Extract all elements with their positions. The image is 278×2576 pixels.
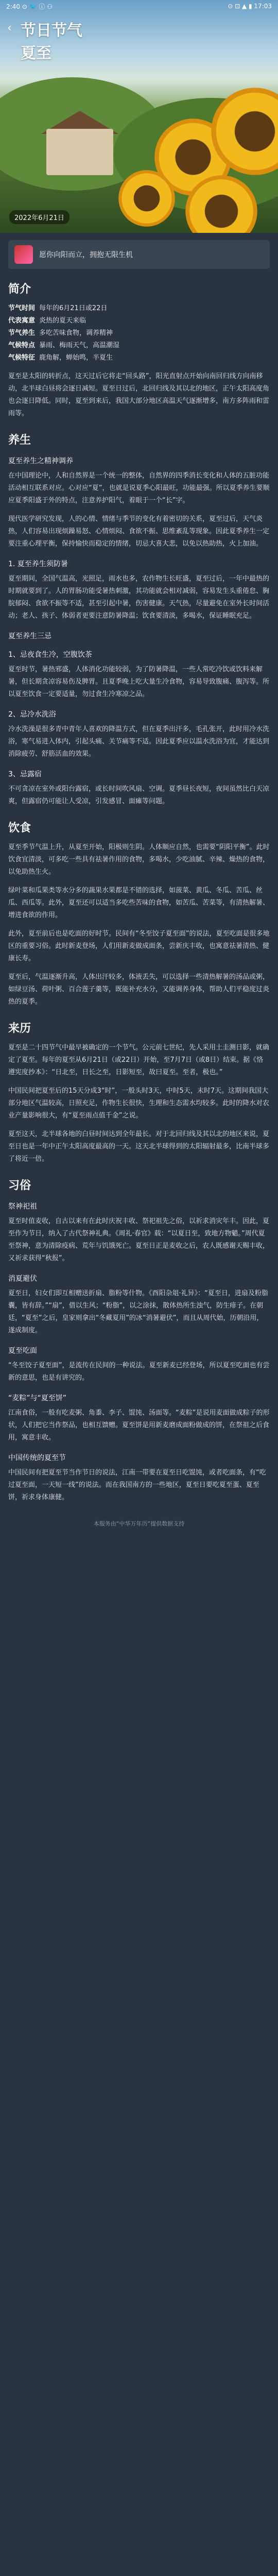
field-row: 代表寓意 炎热的夏天来临 (8, 317, 86, 325)
paragraph: 在中国理论中，人和自然界是一个统一的整体，自然界的四季消长变化和人体的五脏功能活动相互联系对应。心对应“夏”，也就是说夏季心阳最旺，功能最强。所以夏季养生要顺应夏季阳盛于外的特点，注意养护阳气，着眼于一个“长”字。 (8, 472, 270, 504)
status-right: ⊙ ⊡ ▲ ▮ 17:03 (228, 3, 272, 10)
paragraph: 江南食俗，一般有吃麦粥、角黍、李子、馄饨、汤面等。“麦粽”是说用麦面做成粽子的形状，人们把它当作祭品，也相互馈赠。夏至饼是用新麦磨成面粉做成的饼，在祭祖之后食用，寓意丰收。 (8, 1409, 270, 1442)
subheading: 夏至养生之精神调养 (8, 457, 73, 465)
house (46, 129, 113, 175)
footer-credit: 本服务由“中华万年历”提供数据支持 (93, 1520, 185, 1527)
subheading: 夏至养生三忌 (8, 632, 51, 640)
title-line1: 节日节气 (21, 22, 82, 40)
paragraph: “冬至饺子夏至面”，是流传在民间的一种说法。夏至新麦已经登场，所以夏至吃面也有尝新的意思，也是有讲究的。 (8, 1362, 270, 1382)
subheading: 中国传统的夏至节 (8, 1454, 66, 1462)
page-title (21, 20, 82, 65)
banner-text: 愿你向阳而立，拥抱无限生机 (39, 251, 133, 259)
field-row: 节气养生 多吃苦味食物，调养精神 (8, 329, 113, 337)
field-row: 气候特点 暴雨、梅雨天气，高温潮湿 (8, 342, 120, 349)
ad-banner[interactable] (8, 240, 270, 269)
paragraph: 夏至季节气温上升，从夏至开始，阳极则生阴。人体顺应自然，也需要“阴阳平衡”。此时饮食宜清淡，可多吃一些具有祛暑作用的食物，多喝水，少吃油腻、辛辣、燥热的食物，以免助热生火。 (8, 843, 270, 876)
paragraph: 绿叶菜和瓜果类等水分多的蔬果水果都是不错的选择，如菠菜、黄瓜、冬瓜、苦瓜、丝瓜、西瓜等。此外，夏至还可以适当多吃些苦味的食物，如苦瓜、苦菜等，有清热解暑、增进食欲的作用。 (8, 887, 270, 919)
subheading: 1. 夏至养生须防暑 (8, 560, 68, 568)
subheading: 消夏避伏 (8, 1275, 37, 1283)
field-row: 气候特征 鹿角解，蝉始鸣，半夏生 (8, 354, 113, 362)
section-heading-health: 养生 (8, 434, 31, 447)
paragraph: 夏至期间，全国气温高，光照足，雨水也多，农作物生长旺盛，夏至过后，一年中最热的时期就要到了。人的胃肠功能受暑热刺激，其功能就会相对减弱，容易发生头重倦怠、胸脘郁闷、食欲不振等不适，甚至引起中暑，伤害健康。天气热，尽量避免在室外长时间活动；老人、孩子、体弱者更要注意防暑降温；饮食要清淡，多喝水，保证睡眠充足。 (8, 575, 270, 620)
field-row: 节气时间 每年的6月21日或22日 (8, 304, 108, 312)
paragraph: 中国民间把夏至后的15天分成3“时”，一般头时3天，中时5天，末时7天。这期间我国大部分地区气温较高，日照充足，作物生长很快，生理和生态需水均较多。此时的降水对农业产量影响很大，有“夏至雨点值千金”之说。 (8, 1087, 270, 1120)
section-heading-diet: 饮食 (8, 822, 31, 835)
status-bar (0, 0, 278, 12)
paragraph: 夏至是二十四节气中最早被确定的一个节气。公元前七世纪，先人采用土圭测日影，就确定了夏至。每年的夏至从6月21日（或22日）开始，至7月7日（或8日）结束。据《恪遵宪度抄本》：“日北至，日长之至，日影短至，故曰夏至。至者，极也。” (8, 1044, 270, 1076)
section-heading-customs: 习俗 (8, 1179, 31, 1192)
sunflower (118, 170, 175, 227)
subheading: 祭神祀祖 (8, 1202, 37, 1211)
date-chip: 2022年6月21日 (9, 210, 70, 224)
paragraph: 夏至这天，北半球各地的白昼时间达到全年最长。对于北回归线及其以北的地区来说，夏至日也是一年中正午太阳高度最高的一天。这天北半球得到的太阳辐射最多，比南半球多了将近一倍。 (8, 1130, 270, 1163)
section-heading-origin: 来历 (8, 1022, 31, 1035)
subheading: 3、忌露宿 (8, 770, 42, 778)
back-arrow-icon[interactable]: ‹ (7, 22, 12, 35)
status-left: 2:40 ⊙ 🐦 ⓘ ⚇ (6, 3, 53, 10)
paragraph: 不可贪凉在室外或阳台露宿，或长时间吹风扇、空调。夏季昼长夜短，夜间虽然比白天凉爽，但露宿仍可能让人受凉，引发感冒、面瘫等问题。 (8, 785, 270, 805)
intro-paragraph: 夏至是太阳的转折点，这天过后它将走“回头路”，阳光直射点开始向南回归线方向南移动，北半球白昼将会逐日减短。夏至日过后，北回归线及其以北的地区，正午太阳高度角也会逐日降低。同时，夏至到来后，我国大部分地区高温天气逐渐增多，南方多阵雨和雷雨等。 (8, 372, 270, 417)
intro-fields (8, 302, 270, 364)
paragraph: 此外，夏至前后也是吃面的好时节。民间有“冬至饺子夏至面”的说法，夏至吃面是很多地区的重要习俗。此时新麦登场，人们用新麦做成面条，尝新庆丰收，也寓意祛暑清热、健康长寿。 (8, 930, 270, 962)
subheading: 1、忌夜食生冷，空腹饮茶 (8, 651, 92, 659)
article-body (0, 280, 278, 1528)
banner-avatar-icon (14, 245, 33, 264)
paragraph: 冷水洗澡是很多青中青年人喜欢的降温方式，但在夏季出汗多，毛孔张开，此时用冷水洗浴，寒气易进入体内，引起头痛、关节痛等不适。因此夏季应以温水洗浴为宜，才能达到消除疲劳、舒筋活血的效果。 (8, 725, 270, 758)
title-line2: 夏至 (21, 44, 51, 62)
paragraph: 夏至日，妇女们即互相赠送折扇、脂粉等什物。《酉阳杂俎·礼异》：“夏至日，进扇及粉脂囊，皆有辞。”“扇”，借以生风；“粉脂”，以之涂抹，散体热所生浊气，防生痱子。在朝廷，“夏至”之后，皇家则拿出“冬藏夏用”的冰“消暑避伏”，而且从周代始，历朝沿用，遂成制度。 (8, 1290, 268, 1334)
subheading: “麦粽”与“夏至饼” (8, 1394, 67, 1402)
paragraph: 夏至后，气温逐渐升高，人体出汗较多，体液丢失，可以选择一些清热解暑的汤品或粥，如绿豆汤、荷叶粥、百合莲子羹等，既能补充水分，又能调养身体，帮助人们平稳度过炎热的夏季。 (8, 973, 270, 1006)
subheading: 夏至吃面 (8, 1347, 37, 1355)
subheading: 2、忌冷水洗浴 (8, 710, 56, 719)
hero-image (0, 0, 278, 233)
paragraph: 夏至时节，暑热邪盛，人体消化功能较弱，为了防暑降温，一些人常吃冷饮或饮料来解暑，但长期贪凉容易伤及脾胃。且夏季晚上吃大量生冷食物，容易导致腹痛、腹泻等。所以夏至饮食一定要适量，勿过食生冷寒凉之品。 (8, 666, 270, 698)
paragraph: 夏至时值麦收，自古以来有在此时庆祝丰收、祭祀祖先之俗，以祈求消灾年丰。因此，夏至作为节日，纳入了古代祭神礼典。《周礼·春官》载：“以夏日至，致地方物魈。”周代夏至祭神，意为清除疫病、荒年与饥饿死亡。夏至日正是麦收之后，农人既感谢天赐丰收，又祈求获得“秋报”。 (8, 1217, 270, 1262)
paragraph: 中国民间有把夏至节当作节日的说法，江南一带要在夏至日吃馄饨，或者吃面条，有“吃过夏至面，一天短一线”的说法。而在我国南方的一些地区，夏至日要吃夏至蛋、夏至饼，祈求身体康健。 (8, 1469, 266, 1501)
section-heading-intro: 简介 (8, 283, 31, 296)
paragraph: 现代医学研究发现，人的心情、情绪与季节的变化有着密切的关系，夏至过后，天气炎热，人们容易出现烦躁易怒、心情烦闷、食欲不振、思维紊乱等现象。因此夏季养生一定要注重心理平衡，保持愉快而稳定的情绪，切忌大喜大悲，以免以热助热，火上加油。 (8, 515, 270, 548)
